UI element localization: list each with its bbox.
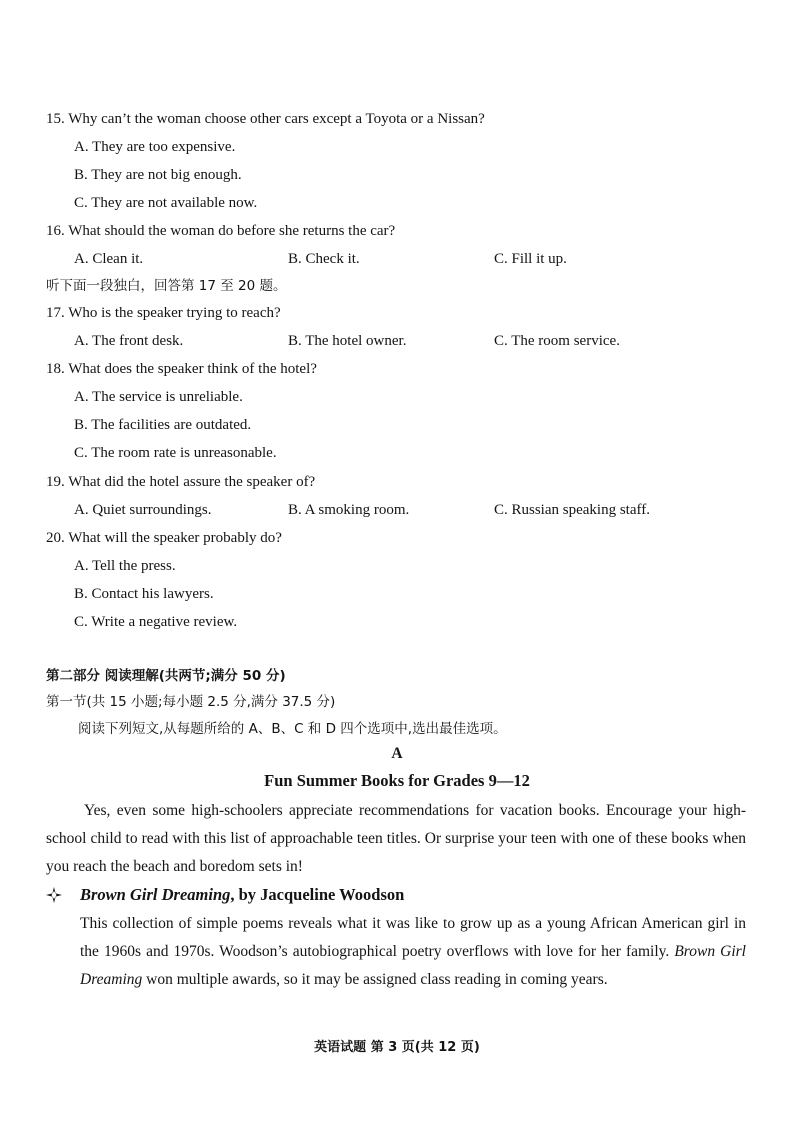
q19-option-c: C. Russian speaking staff. — [494, 502, 650, 518]
question-20: 20. What will the speaker probably do? — [46, 530, 282, 546]
q20-option-a: A. Tell the press. — [74, 558, 176, 574]
q16-option-a: A. Clean it. — [74, 251, 144, 267]
question-19: 19. What did the hotel assure the speaker of? — [46, 474, 316, 490]
reading-instruction: 阅读下列短文,从每题所给的 A、B、C 和 D 四个选项中,选出最佳选项。 — [78, 721, 507, 737]
q15-option-c: C. They are not available now. — [74, 195, 258, 211]
passage-title: Fun Summer Books for Grades 9—12 — [264, 771, 530, 790]
q17-option-b: B. The hotel owner. — [288, 333, 407, 349]
book-author: , by Jacqueline Woodson — [230, 885, 405, 904]
q17-option-c: C. The room service. — [494, 333, 620, 349]
page-footer: 英语试题 第 3 页(共 12 页) — [314, 1040, 480, 1055]
q20-option-c: C. Write a negative review. — [74, 614, 238, 630]
book-desc-title: Brown Girl Dreaming — [80, 943, 746, 988]
book-title: Brown Girl Dreaming — [80, 885, 231, 904]
question-17: 17. Who is the speaker trying to reach? — [46, 305, 281, 321]
question-15: 15. Why can’t the woman choose other cars except a Toyota or a Nissan? — [46, 111, 485, 127]
question-18: 18. What does the speaker think of the hotel? — [46, 361, 317, 377]
q18-option-c: C. The room rate is unreasonable. — [74, 445, 277, 461]
part-two-heading: 第二部分 阅读理解(共两节;满分 50 分) — [46, 668, 286, 684]
book-desc-part1: This collection of simple poems reveals what it was like to grow up as a young African American girl in the 1960s and 1970s. Woodson’s autobiographical poetry overflows with love for her family. — [80, 915, 746, 960]
q18-option-b: B. The facilities are outdated. — [74, 417, 252, 433]
q18-option-a: A. The service is unreliable. — [74, 389, 243, 405]
q19-option-b: B. A smoking room. — [288, 502, 410, 518]
q20-option-b: B. Contact his lawyers. — [74, 586, 214, 602]
q15-option-b: B. They are not big enough. — [74, 167, 242, 183]
q15-option-a: A. They are too expensive. — [74, 139, 236, 155]
instruction-17-20: 听下面一段独白，回答第 17 至 20 题。 — [46, 278, 287, 294]
q19-option-a: A. Quiet surroundings. — [74, 502, 212, 518]
book-description — [80, 910, 746, 994]
question-16: 16. What should the woman do before she returns the car? — [46, 223, 396, 239]
diamond-bullet-icon — [46, 887, 62, 903]
book-desc-part2: won multiple awards, so it may be assigned class reading in coming years. — [142, 971, 608, 988]
passage-intro: Yes, even some high-schoolers appreciate recommendations for vacation books. Encourage your high-school child to read with this list of approachable teen titles. Or surprise your teen with one of these books when you reach the beach and boredom sets in! — [46, 802, 746, 875]
q17-option-a: A. The front desk. — [74, 333, 184, 349]
q16-option-c: C. Fill it up. — [494, 251, 567, 267]
q16-option-b: B. Check it. — [288, 251, 360, 267]
section-one-heading: 第一节(共 15 小题;每小题 2.5 分,满分 37.5 分) — [46, 694, 336, 710]
book-heading — [80, 885, 404, 905]
passage-letter: A — [391, 745, 403, 762]
